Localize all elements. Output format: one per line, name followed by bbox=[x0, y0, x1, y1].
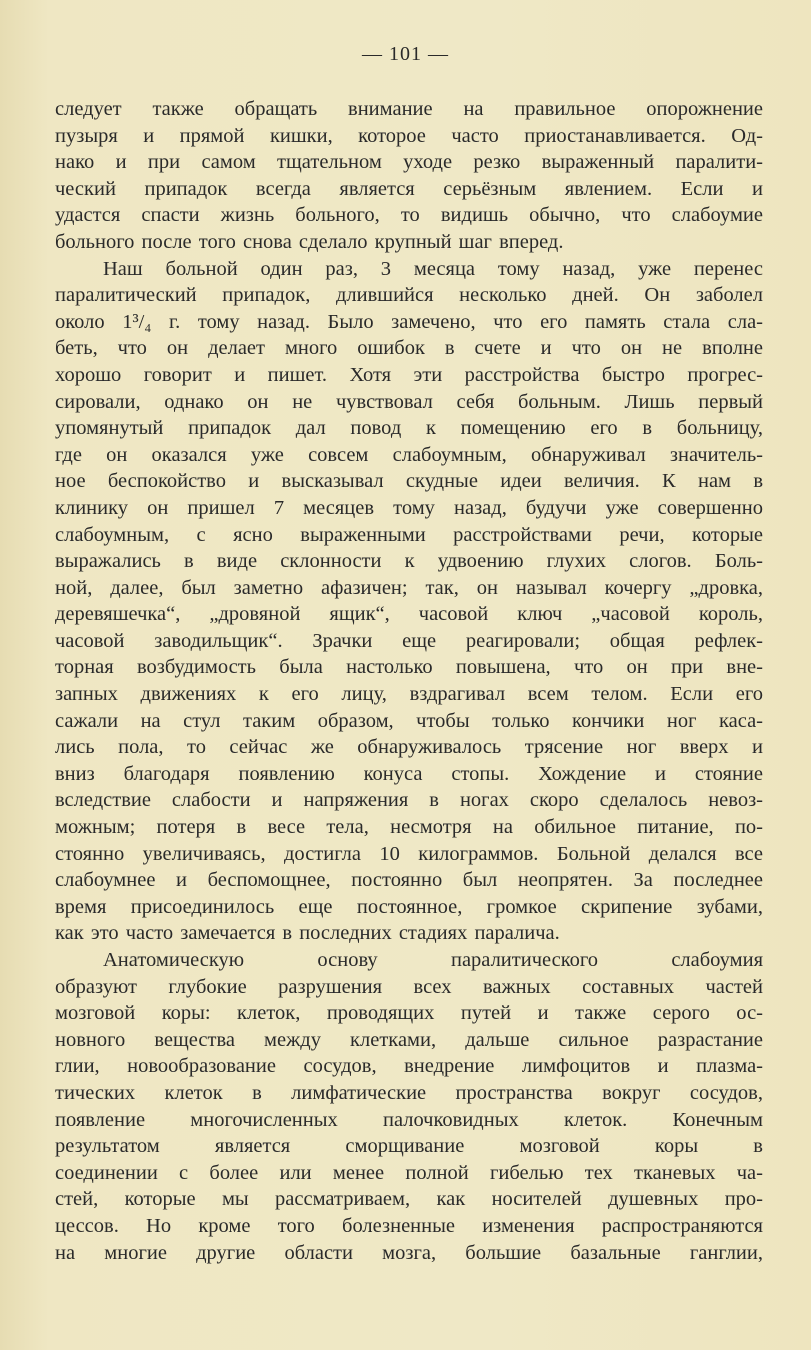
text-line: пузыря и прямой кишки, которое часто приостанавливается. Од- bbox=[55, 124, 763, 147]
text-line: торная возбудимость была настолько повышена, что он при вне- bbox=[55, 656, 763, 679]
page-number: — 101 — bbox=[362, 43, 449, 65]
text-line: паралитический припадок, длившийся несколько дней. Он заболел bbox=[55, 284, 763, 307]
text-line: часовой заводильщик“. Зрачки еще реагировали; общая рефлек- bbox=[55, 629, 763, 652]
text-line: глии, новообразование сосудов, внедрение лимфоцитов и плазма- bbox=[55, 1055, 763, 1078]
text-line: стей, которые мы рассматриваем, как носителей душевных про- bbox=[55, 1188, 763, 1211]
paragraph-1 bbox=[55, 96, 763, 256]
text-line: сировали, однако он не чувствовал себя больным. Лишь первый bbox=[55, 390, 763, 413]
text-line: мозговой коры: клеток, проводящих путей и также серого ос- bbox=[55, 1002, 763, 1025]
text-line: тических клеток в лимфатические пространства вокруг сосудов, bbox=[55, 1081, 763, 1104]
text-line: следует также обращать внимание на правильное опорожнение bbox=[55, 98, 763, 120]
text-line: стоянно увеличиваясь, достигла 10 килограммов. Больной делался все bbox=[55, 842, 763, 865]
text-line: можным; потеря в весе тела, несмотря на обильное питание, по- bbox=[55, 816, 763, 839]
text-line: где он оказался уже совсем слабоумным, обнаруживал значитель- bbox=[55, 443, 763, 466]
text-line: ной, далее, был заметно афазичен; так, он называл кочергу „дровка, bbox=[55, 576, 763, 599]
text-line: запных движениях к его лицу, вздрагивал всем телом. Если его bbox=[55, 683, 763, 706]
text-line: как это часто замечается в последних стадиях паралича. bbox=[55, 922, 560, 945]
text-line: беть, что он делает много ошибок в счете и что он не вполне bbox=[55, 337, 763, 360]
text-line: слабоумнее и беспомощнее, постоянно был неопрятен. За последнее bbox=[55, 869, 763, 892]
text-line: время присоединилось еще постоянное, громкое скрипение зубами, bbox=[55, 895, 763, 918]
text-line: вследствие слабости и напряжения в ногах скоро сделалось невоз- bbox=[55, 789, 763, 812]
text-line: клинику он пришел 7 месяцев тому назад, будучи уже совершенно bbox=[55, 496, 763, 519]
text-line: удастся спасти жизнь больного, то видишь обычно, что слабоумие bbox=[55, 204, 763, 227]
text-line: хорошо говорит и пишет. Хотя эти расстройства быстро прогрес- bbox=[55, 363, 763, 386]
text-line: соединении с более или менее полной гибелью тех тканевых ча- bbox=[55, 1161, 763, 1184]
text-line: деревяшечка“, „дровяной ящик“, часовой ключ „часовой король, bbox=[55, 603, 763, 626]
text-line: появление многочисленных палочковидных клеток. Конечным bbox=[55, 1108, 763, 1131]
text-line: слабоумным, с ясно выраженными расстройствами речи, которые bbox=[55, 523, 763, 546]
text-line: цессов. Но кроме того болезненные изменения распространяются bbox=[55, 1214, 763, 1237]
text-line: новного вещества между клетками, дальше сильное разрастание bbox=[55, 1028, 763, 1051]
text-line: ное беспокойство и высказывал скудные идеи величия. К нам в bbox=[55, 470, 763, 493]
text-line: нако и при самом тщательном уходе резко выраженный паралити- bbox=[55, 151, 763, 174]
text-line: образуют глубокие разрушения всех важных составных частей bbox=[55, 975, 763, 998]
text-line: больного после того снова сделало крупный шаг вперед. bbox=[55, 230, 564, 253]
text-line: Наш больной один раз, 3 месяца тому назад, уже перенес bbox=[103, 257, 763, 280]
text-line: на многие другие области мозга, большие базальные ганглии, bbox=[55, 1241, 763, 1264]
text-line: около 1³/₄ г. тому назад. Было замечено, что его память стала сла- bbox=[55, 310, 763, 333]
text-line: выражались в виде склонности к удвоению глухих слогов. Боль- bbox=[55, 550, 763, 573]
text-line: лись пола, то сейчас же обнаруживалось трясение ног вверх и bbox=[55, 736, 763, 759]
text-line: ческий припадок всегда является серьёзным явлением. Если и bbox=[55, 177, 763, 200]
text-line: Анатомическую основу паралитического слабоумия bbox=[103, 949, 763, 971]
text-line: вниз благодаря появлению конуса стопы. Хождение и стояние bbox=[55, 762, 763, 785]
paragraph-2 bbox=[55, 256, 763, 947]
text-line: упомянутый припадок дал повод к помещению его в больницу, bbox=[55, 417, 763, 440]
body-text bbox=[55, 96, 763, 1266]
text-line: результатом является сморщивание мозговой коры в bbox=[55, 1135, 763, 1158]
paragraph-3 bbox=[55, 947, 763, 1266]
text-line: сажали на стул таким образом, чтобы только кончики ног каса- bbox=[55, 709, 763, 732]
